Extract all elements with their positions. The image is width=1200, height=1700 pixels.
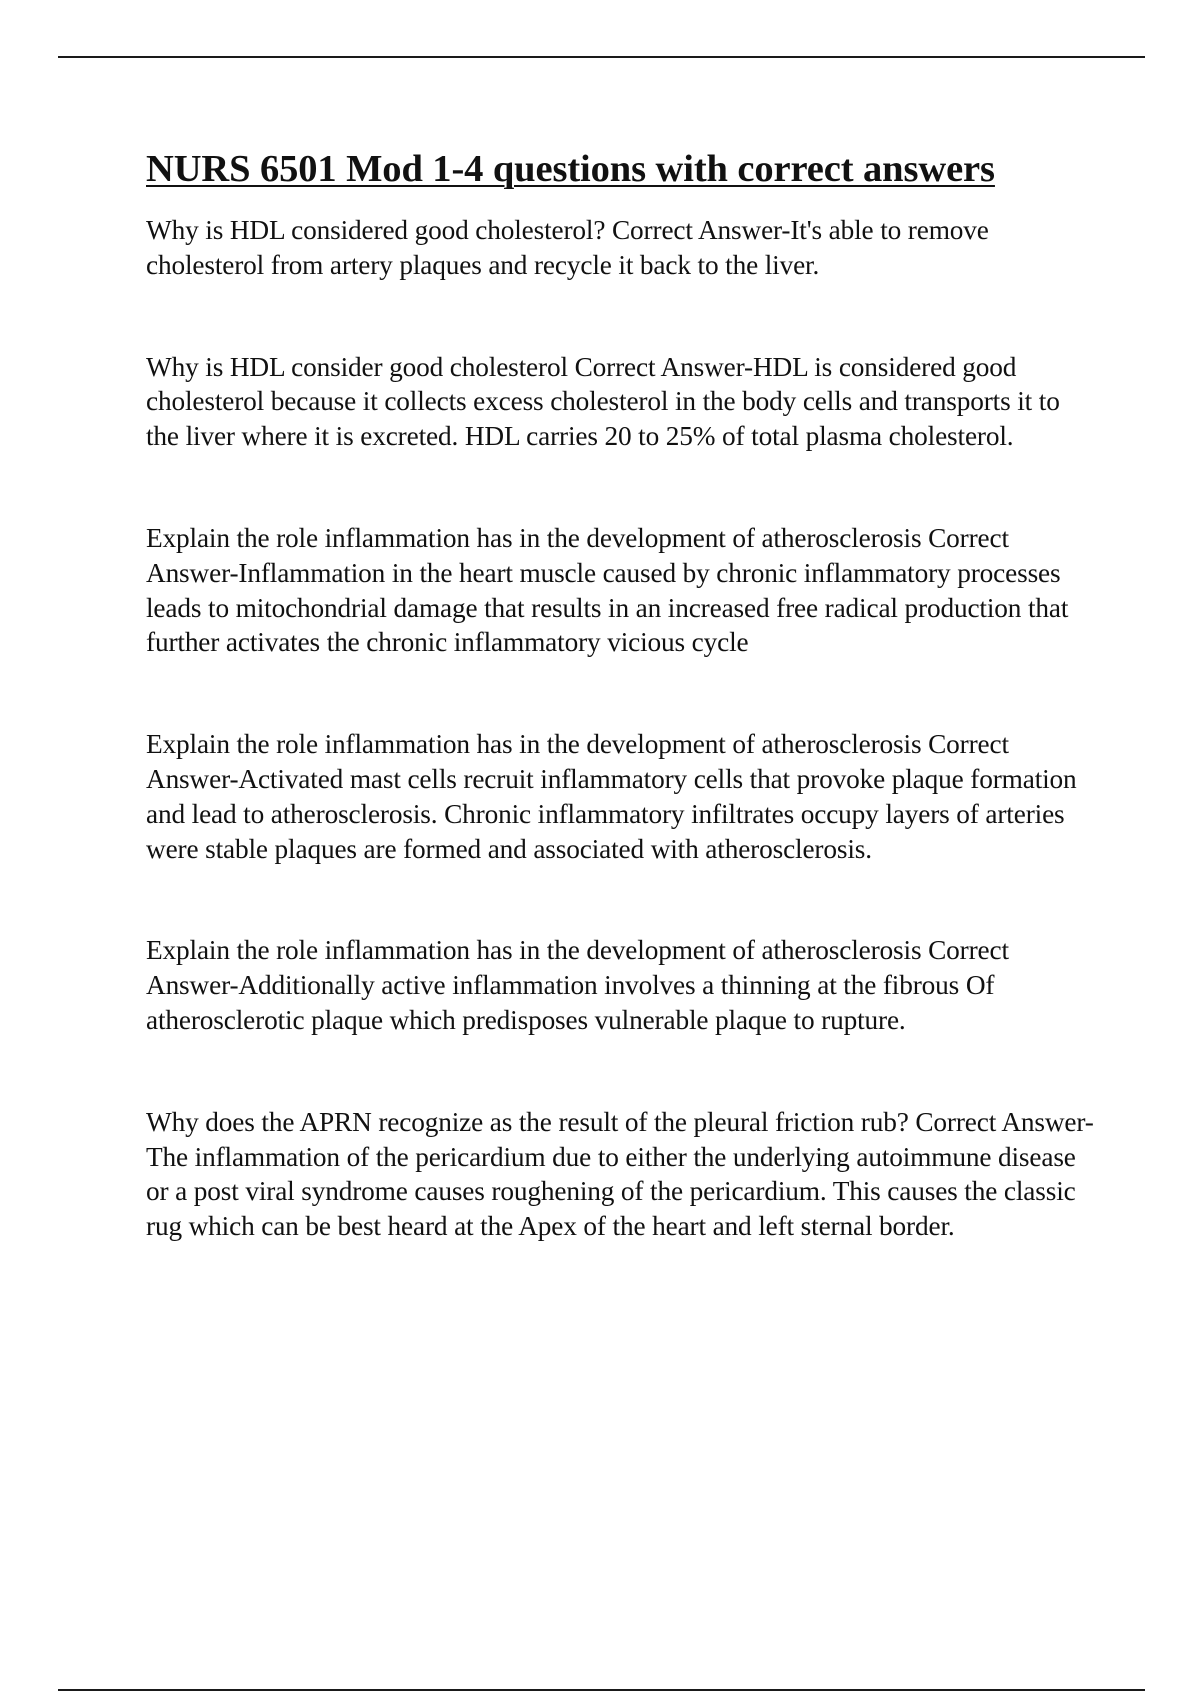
- qa-item: Why is HDL considered good cholesterol? Correct Answer-It's able to remove cholesterol from artery plaques and recycle it back to the liver.: [146, 215, 989, 280]
- qa-item: Why is HDL consider good cholesterol Correct Answer-HDL is considered good cholesterol because it collects excess cholesterol in the body cells and transports it to the liver where it is excreted. HDL carries 20 to 25% of total plasma cholesterol.: [146, 351, 1060, 452]
- qa-item: Why does the APRN recognize as the result of the pleural friction rub? Correct Answer-The inflammation of the pericardium due to either the underlying autoimmune disease or a post viral syndrome causes roughening of the pericardium. This causes the classic rug which can be best heard at the Apex of the heart and left sternal border.: [146, 1106, 1094, 1242]
- qa-list: [146, 213, 1096, 1244]
- bottom-divider: [58, 1689, 1145, 1691]
- qa-item: Explain the role inflammation has in the development of atherosclerosis Correct Answer-Activated mast cells recruit inflammatory cells that provoke plaque formation and lead to atherosclerosis. Chronic inflammatory infiltrates occupy layers of arteries were stable plaques are formed and associated with atherosclerosis.: [146, 729, 1077, 864]
- qa-item: Explain the role inflammation has in the development of atherosclerosis Correct Answer-Inflammation in the heart muscle caused by chronic inflammatory processes leads to mitochondrial damage that results in an increased free radical production that further activates the chronic inflammatory vicious cycle: [146, 522, 1069, 658]
- document-body: [146, 145, 1096, 1244]
- document-title: NURS 6501 Mod 1-4 questions with correct answers: [146, 148, 995, 190]
- qa-item: Explain the role inflammation has in the development of atherosclerosis Correct Answer-Additionally active inflammation involves a thinning at the fibrous Of atherosclerotic plaque which predisposes vulnerable plaque to rupture.: [146, 935, 1009, 1035]
- top-divider: [58, 56, 1145, 58]
